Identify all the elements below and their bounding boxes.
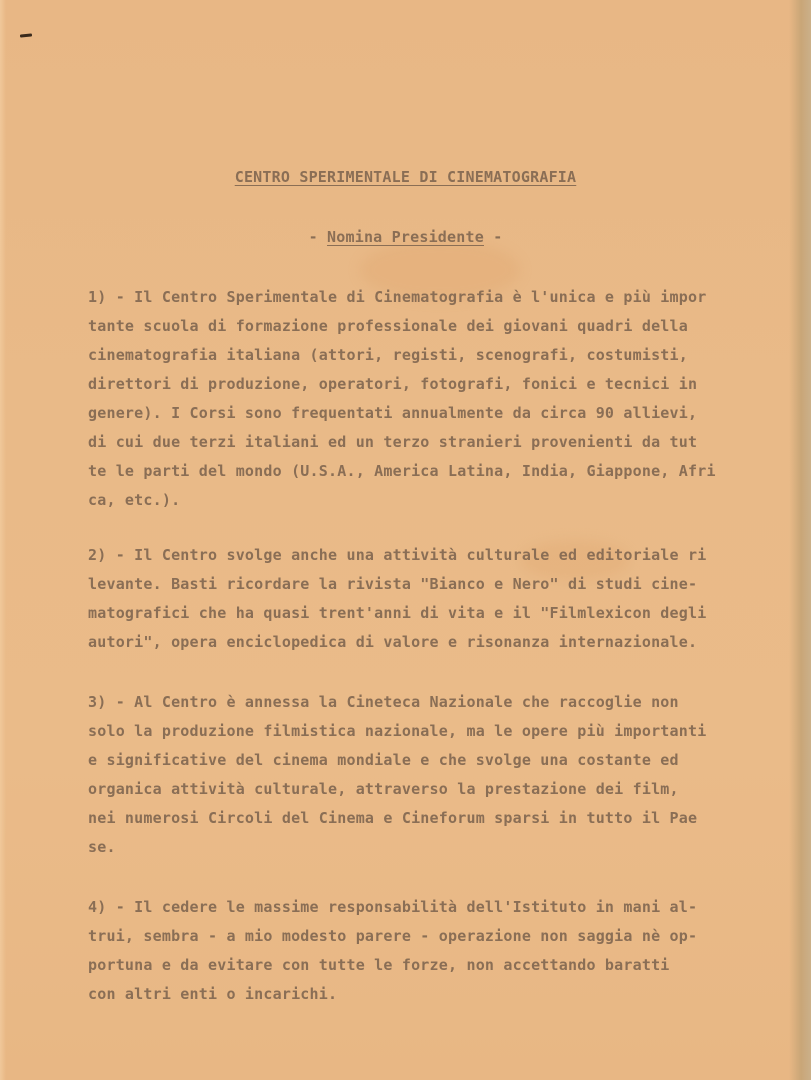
- paragraph-line: 4) - Il cedere le massime responsabilità dell'Istituto in mani al-: [88, 898, 698, 916]
- paragraph-line: matografici che ha quasi trent'anni di vita e il "Filmlexicon degli: [88, 604, 707, 622]
- paper-right-edge: [789, 0, 811, 1080]
- paragraph-3: [88, 688, 768, 862]
- paragraph-line: genere). I Corsi sono frequentati annualmente da circa 90 allievi,: [88, 404, 698, 422]
- paragraph-line: direttori di produzione, operatori, fotografi, fonici e tecnici in: [88, 375, 698, 393]
- subtitle-suffix: -: [483, 228, 503, 246]
- paragraph-4: [88, 893, 768, 1009]
- paragraph-2: [88, 541, 768, 657]
- paragraph-line: con altri enti o incarichi.: [88, 985, 338, 1003]
- subtitle-text: Nomina Presidente: [327, 228, 484, 246]
- paragraph-line: levante. Basti ricordare la rivista "Bianco e Nero" di studi cine-: [88, 575, 698, 593]
- paragraph-line: 3) - Al Centro è annessa la Cineteca Nazionale che raccoglie non: [88, 693, 679, 711]
- paper-left-edge: [0, 0, 6, 1080]
- paragraph-line: tante scuola di formazione professionale dei giovani quadri della: [88, 317, 688, 335]
- document-subtitle: [0, 228, 811, 246]
- paragraph-line: cinematografia italiana (attori, registi, scenografi, costumisti,: [88, 346, 688, 364]
- document-title: CENTRO SPERIMENTALE DI CINEMATOGRAFIA: [234, 168, 577, 186]
- paragraph-line: portuna e da evitare con tutte le forze, non accettando baratti: [88, 956, 670, 974]
- paragraph-line: trui, sembra - a mio modesto parere - operazione non saggia nè op-: [88, 927, 698, 945]
- paragraph-1: [88, 283, 768, 515]
- paragraph-line: ca, etc.).: [88, 491, 181, 509]
- paragraph-line: 2) - Il Centro svolge anche una attività culturale ed editoriale ri: [88, 546, 707, 564]
- paragraph-line: autori", opera enciclopedica di valore e risonanza internazionale.: [88, 633, 698, 651]
- paragraph-line: te le parti del mondo (U.S.A., America Latina, India, Giappone, Afri: [88, 462, 716, 480]
- subtitle-prefix: -: [308, 228, 328, 246]
- paragraph-line: nei numerosi Circoli del Cinema e Cineforum sparsi in tutto il Pae: [88, 809, 698, 827]
- paragraph-line: se.: [88, 838, 116, 856]
- paragraph-line: e significative del cinema mondiale e che svolge una costante ed: [88, 751, 679, 769]
- paragraph-line: 1) - Il Centro Sperimentale di Cinematografia è l'unica e più impor: [88, 288, 707, 306]
- pen-mark: [20, 33, 32, 37]
- paragraph-line: di cui due terzi italiani ed un terzo stranieri provenienti da tut: [88, 433, 698, 451]
- paragraph-line: solo la produzione filmistica nazionale, ma le opere più importanti: [88, 722, 707, 740]
- paragraph-line: organica attività culturale, attraverso la prestazione dei film,: [88, 780, 679, 798]
